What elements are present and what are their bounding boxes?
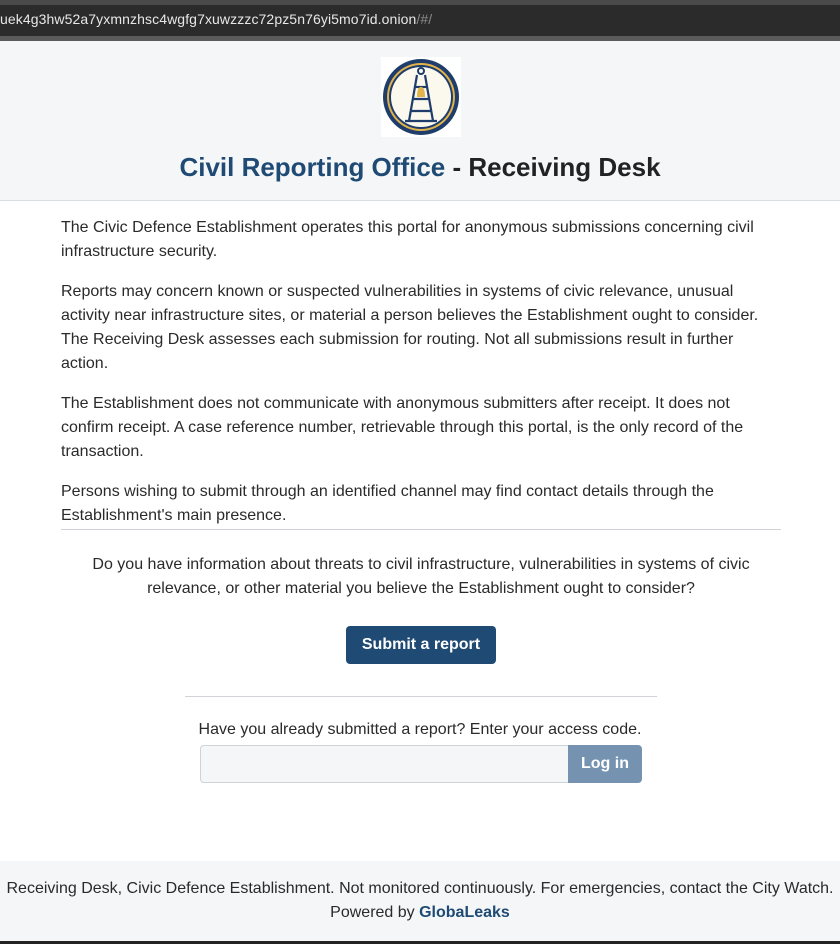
access-code-input[interactable] <box>200 745 569 783</box>
powered-by <box>0 901 840 925</box>
section-divider <box>61 529 781 530</box>
submit-question: Do you have information about threats to civil infrastructure, vulnerabilities in systems of civic relevance, or other material you believe the Establishment ought to consider? <box>92 556 750 597</box>
org-name: Civil Reporting Office <box>179 152 446 182</box>
intro-paragraph: Persons wishing to submit through an identified channel may find contact details through the Establishment's main presence. <box>61 483 714 524</box>
browser-address-bar <box>0 0 840 41</box>
browser-toolbar-edge <box>0 0 840 5</box>
watchtower-seal-icon <box>381 57 461 137</box>
access-divider <box>185 696 657 697</box>
url-field[interactable] <box>0 11 432 27</box>
access-code-label: Have you already submitted a report? Enter your access code. <box>198 721 642 738</box>
intro-paragraph: The Civic Defence Establishment operates this portal for anonymous submissions concerning civil infrastructure security. <box>61 219 754 260</box>
page-header <box>0 41 840 201</box>
powered-by-prefix: Powered by <box>330 904 420 921</box>
page-title <box>0 152 840 183</box>
title-suffix: - Receiving Desk <box>445 152 661 182</box>
footer-notice: Receiving Desk, Civic Defence Establishment. Not monitored continuously. For emergencies, contact the City Watch. <box>6 880 834 897</box>
url-fragment: /#/ <box>416 11 433 27</box>
globaleaks-link[interactable]: GlobaLeaks <box>419 904 510 921</box>
intro-paragraph: Reports may concern known or suspected vulnerabilities in systems of civic relevance, unusual activity near infrastructure sites, or material a person believes the Establishment ought to consider. The Receiving Desk assesses each submission for routing. Not all submissions result in further action. <box>61 283 759 372</box>
url-host: uek4g3hw52a7yxmnzhsc4wgfg7xuwzzzc72pz5n76yi5mo7id.onion <box>0 11 417 27</box>
login-button[interactable]: Log in <box>568 745 642 783</box>
submit-report-button[interactable]: Submit a report <box>346 626 496 664</box>
intro-paragraph: The Establishment does not communicate with anonymous submitters after receipt. It does not confirm receipt. A case reference number, retrievable through this portal, is the only record of the transaction. <box>61 395 744 460</box>
intro-section <box>61 216 781 544</box>
page-footer <box>0 861 840 941</box>
